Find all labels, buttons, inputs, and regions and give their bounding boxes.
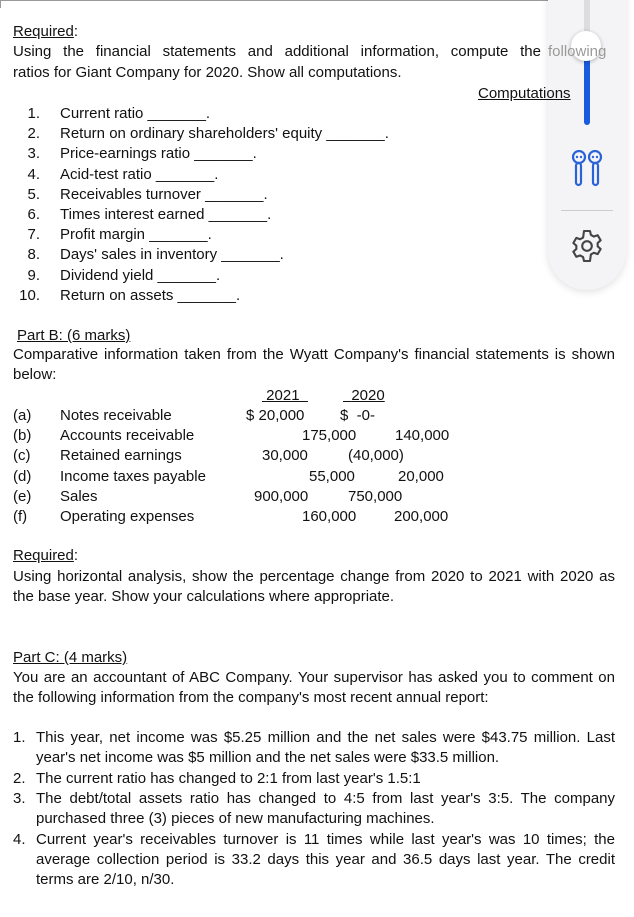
table-row — [0, 406, 634, 426]
comment-number: 4. — [13, 831, 26, 848]
comment-text: Current year's receivables turnover is 11 times while last year's was 10 times; the average collection period is 33.2 days this year and 36.5 days last year. The credit terms are 2/10, n/30. — [36, 831, 615, 888]
comment-number: 2. — [13, 770, 26, 787]
ratio-text: Times interest earned _______. — [60, 206, 272, 223]
ratio-text: Price-earnings ratio _______. — [60, 145, 257, 163]
ratio-text: Receivables turnover _______. — [60, 185, 268, 203]
instructions-line1: Using the financial statements and additional information, compute the — [13, 43, 541, 60]
table-row — [0, 507, 634, 527]
ratio-number: 5. — [27, 185, 40, 203]
row-label: (d) — [13, 467, 32, 485]
row-item: Retained earnings — [60, 447, 182, 465]
value-2021: 30,000 — [262, 447, 308, 465]
comment-number: 1. — [13, 729, 26, 746]
row-item: Notes receivable — [60, 407, 172, 424]
table-row — [0, 467, 634, 487]
comment-item — [13, 789, 615, 829]
ratio-number: 8. — [27, 246, 40, 264]
row-label: (c) — [13, 447, 31, 465]
instructions-line2: ratios for Giant Company for 2020. Show all computations. — [13, 64, 402, 81]
comment-text: The current ratio has changed to 2:1 from last year's 1.5:1 — [36, 770, 421, 787]
row-label: (a) — [13, 407, 32, 424]
ratio-text: Return on assets _______. — [60, 286, 241, 304]
part-b-required-text: Using horizontal analysis, show the percentage change from 2020 to 2021 with 2020 as the base year. Show your calculations where appropriate. — [13, 568, 615, 605]
earbuds-icon[interactable] — [571, 150, 603, 188]
ratio-text: Acid-test ratio _______. — [60, 165, 219, 183]
row-label: (b) — [13, 427, 32, 445]
value-2021: 175,000 — [302, 427, 357, 445]
ratio-text: Profit margin _______. — [60, 226, 212, 244]
row-label: (f) — [13, 508, 28, 525]
table-row — [0, 446, 634, 466]
part-c-intro: You are an accountant of ABC Company. Your supervisor has asked you to comment on the following information from the company's most recent annual report: — [13, 669, 615, 706]
part-c-title: Part C: (4 marks) — [13, 649, 128, 666]
ratio-text: Days' sales in inventory _______. — [60, 246, 284, 264]
ratio-number: 6. — [27, 206, 40, 223]
instructions-hidden-word: following — [548, 43, 607, 60]
panel-divider — [561, 210, 613, 211]
required-heading-b: Required: — [13, 547, 79, 564]
value-2021: 900,000 — [254, 487, 309, 505]
column-2020-header: 2020 — [351, 387, 385, 404]
ratio-number: 1. — [27, 105, 40, 122]
value-2020: $ -0- — [340, 407, 376, 424]
comment-text: This year, net income was $5.25 million and the net sales were $43.75 million. Last year's net income was $5 million and the net sales were $33.5 million. — [36, 729, 615, 766]
row-item: Operating expenses — [60, 508, 195, 525]
row-item: Accounts receivable — [60, 427, 195, 445]
ratio-number: 4. — [27, 165, 40, 183]
comment-item — [13, 769, 615, 789]
table-row — [0, 426, 634, 446]
part-b-title: Part B: (6 marks) — [17, 327, 131, 344]
ratio-number: 9. — [27, 266, 40, 284]
comment-number: 3. — [13, 790, 26, 807]
ratio-number: 2. — [27, 125, 40, 143]
volume-slider-fill — [584, 55, 590, 125]
row-item: Sales — [60, 487, 98, 505]
value-2021: 55,000 — [309, 467, 355, 485]
part-b-intro: Comparative information taken from the Wyatt Company's financial statements is shown below: — [13, 346, 615, 383]
value-2021: 160,000 — [302, 508, 357, 525]
comment-item — [13, 728, 615, 768]
ratio-number: 10. — [19, 286, 40, 304]
ratio-text: Return on ordinary shareholders' equity _______. — [60, 125, 389, 143]
comment-text: The debt/total assets ratio has changed to 4:5 from last year's 3:5. The company purchased three (3) pieces of new manufacturing machines. — [36, 790, 615, 827]
row-item: Income taxes payable — [60, 467, 206, 485]
comment-item — [13, 830, 615, 890]
ratio-text: Current ratio _______. — [60, 105, 211, 122]
required-heading-a: Required: — [13, 23, 79, 40]
table-row — [0, 487, 634, 507]
value-2020: 750,000 — [348, 487, 403, 505]
ratio-number: 7. — [27, 226, 40, 244]
top-divider — [0, 0, 560, 1]
row-label: (e) — [13, 487, 32, 505]
ratio-number: 3. — [27, 145, 40, 163]
value-2020: 200,000 — [394, 508, 449, 525]
ratio-text: Dividend yield _______. — [60, 266, 221, 284]
value-2021: $ 20,000 — [246, 407, 305, 424]
value-2020: (40,000) — [348, 447, 404, 465]
value-2020: 140,000 — [395, 427, 450, 445]
value-2020: 20,000 — [398, 467, 444, 485]
column-2021-header: 2021 — [266, 387, 300, 404]
gear-icon[interactable] — [569, 228, 605, 264]
corner-mark — [0, 0, 1, 8]
computations-heading: Computations — [478, 85, 571, 102]
